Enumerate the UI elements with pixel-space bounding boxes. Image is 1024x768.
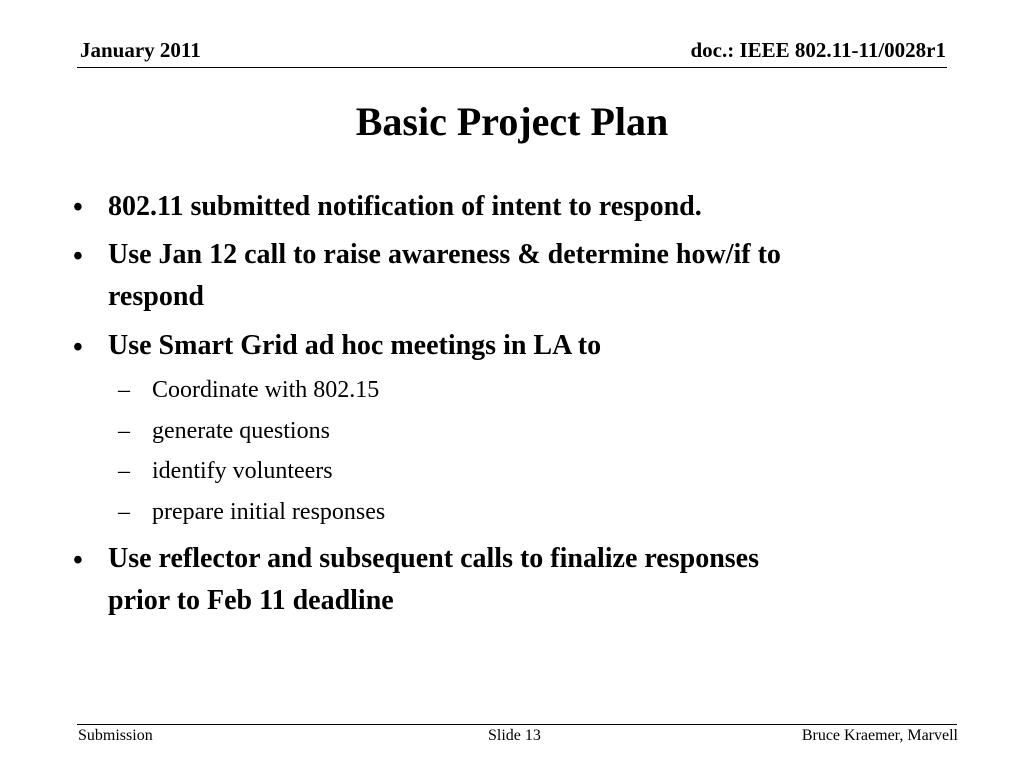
bullet-marker: • (73, 332, 83, 363)
slide-title: Basic Project Plan (355, 99, 669, 144)
bullet-marker: • (73, 545, 83, 576)
footer-submission: Submission (78, 727, 153, 744)
header-date: January 2011 (80, 38, 201, 62)
bullet-text-line: respond (108, 281, 204, 312)
bullet-text-line: 802.11 submitted notification of intent to respond. (108, 191, 702, 222)
sub-bullet-marker: – (118, 458, 130, 484)
footer-divider (77, 724, 957, 725)
sub-bullet-text: identify volunteers (152, 458, 333, 484)
bullet-marker: • (73, 241, 83, 272)
header-doc-id: doc.: IEEE 802.11-11/0028r1 (690, 38, 946, 62)
sub-bullet-text: prepare initial responses (152, 499, 386, 525)
bullet-text-line: Use reflector and subsequent calls to finalize responses (108, 543, 759, 574)
bullet-marker: • (73, 192, 83, 223)
bullet-text-line: Use Jan 12 call to raise awareness & determine how/if to (108, 239, 781, 270)
footer-slide-number: Slide 13 (488, 727, 541, 744)
sub-bullet-marker: – (118, 418, 130, 444)
bullet-text-line: Use Smart Grid ad hoc meetings in LA to (108, 330, 602, 361)
sub-bullet-marker: – (118, 377, 130, 403)
sub-bullet-text: generate questions (152, 418, 330, 444)
sub-bullet-text: Coordinate with 802.15 (152, 377, 380, 403)
sub-bullet-marker: – (118, 499, 130, 525)
bullet-text-line: prior to Feb 11 deadline (108, 585, 394, 616)
footer-author: Bruce Kraemer, Marvell (801, 727, 958, 744)
